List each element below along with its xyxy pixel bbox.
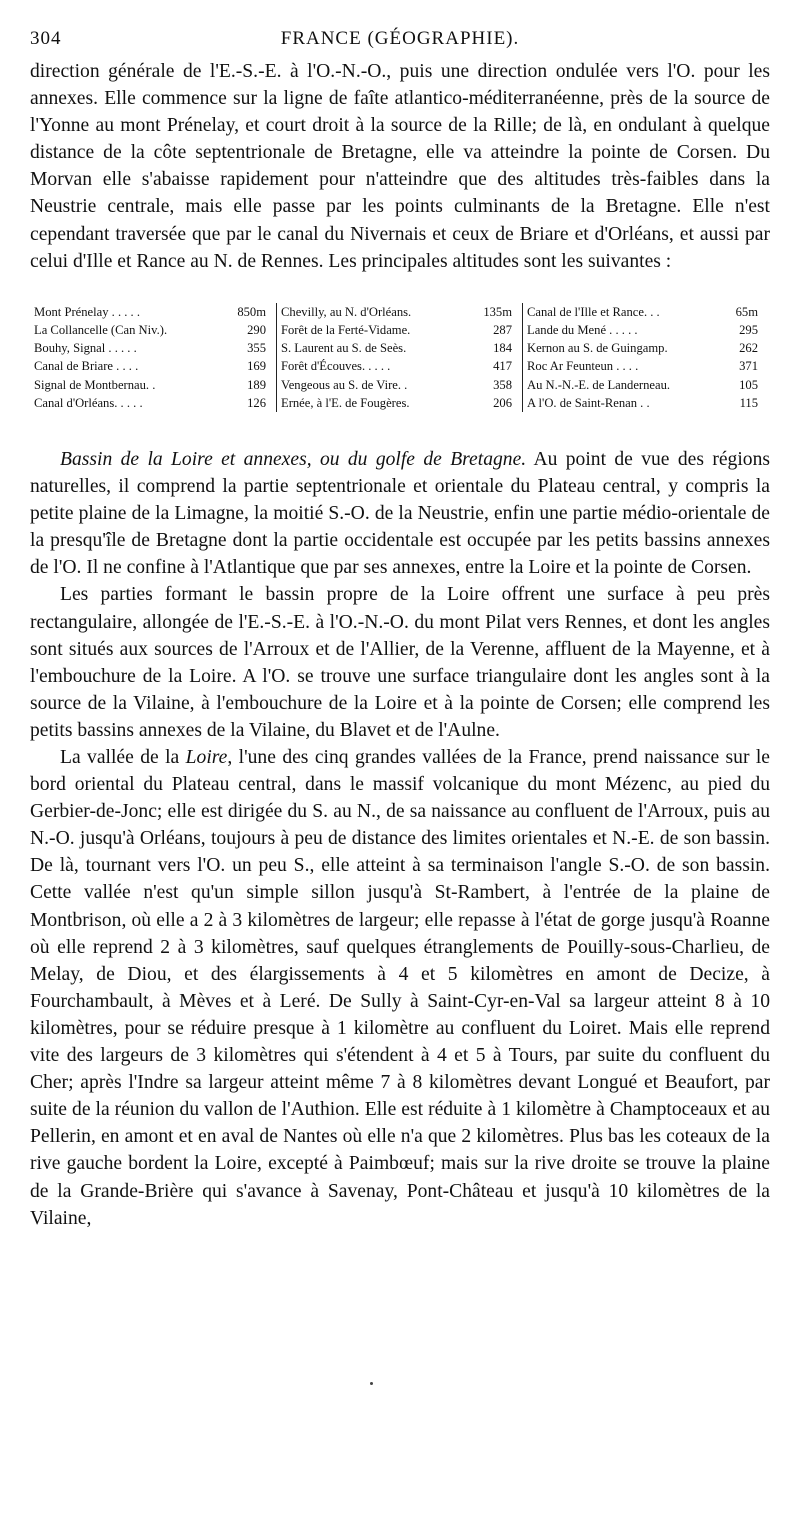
altitude-value: 295 [739, 322, 758, 337]
altitude-value: 105 [739, 377, 758, 392]
section-paragraph-3-text: , l'une des cinq grandes vallées de la France, prend naissance sur le bord oriental du Plateau central, dans le massif volcanique du mont Mézenc, au pied du Gerbier-de-Jonc; elle est dirigée du S. au N., de sa naissance au confluent de l'Arroux, puis au N.-O. jusqu'à Orléans, toujours à peu de distance des limites orientales et N.-E. de son bassin. De là, tournant vers l'O. un peu S., elle atteint à sa terminaison l'angle S.-O. de son bassin. Cette vallée n'est qu'un simple sillon jusqu'à St-Rambert, à l'entrée de la plaine de Montbrison, où elle a 2 à 3 kilomètres de largeur; elle repasse à l'état de gorge jusqu'à Roanne où elle reprend 2 à 3 kilomètres, sauf quelques étranglements de Pouilly-sous-Charlieu, de Melay, de Diou, et des élargissements à 4 et 5 kilomètres en amont de Decize, à Fourchambault, à Mèves et à Leré. De Sully à Saint-Cyr-en-Val sa largeur atteint 8 à 10 kilomètres, pour se réduire presque à 1 kilomètre au confluent du Loiret. Mais elle reprend vite des largeurs de 3 kilomètres qui s'étendent à 4 et 5 à Tours, par suite du confluent du Cher; après l'Indre sa largeur atteint même 7 à 8 kilomètres devant Longué et Beaufort, par suite de la réunion du vallon de l'Authion. Elle est réduite à 1 kilomètre à Champtoceaux et au Pellerin, en amont et en aval de Nantes où elle n'a que 2 kilomètres. Plus bas les coteaux de la rive gauche bordent la Loire, excepté à Paimbœuf; mais sur la rive droite se trouve la plaine de la Grande-Brière qui s'avance à Savenay, Pont-Château et jusqu'à 10 kilomètres de la Vilaine, [30, 747, 771, 1229]
altitude-value: 287 [493, 322, 512, 337]
altitude-place: Canal de l'Ille et Rance. . . [527, 304, 660, 319]
section-heading: Bassin de la Loire et annexes, ou du golfe de Bretagne. [60, 448, 527, 470]
altitude-value: 417 [493, 359, 512, 374]
altitude-value: 126 [247, 395, 266, 410]
page-number: 304 [30, 28, 62, 49]
altitude-place: A l'O. de Saint-Renan . . [527, 395, 650, 410]
altitude-place: Forêt de la Ferté-Vidame. [281, 322, 411, 337]
altitude-value: 371 [739, 359, 758, 374]
altitude-row [527, 303, 764, 321]
altitude-row [34, 394, 272, 412]
altitude-place: Canal d'Orléans. . . . . [34, 395, 143, 410]
altitude-row [34, 339, 272, 357]
altitude-value: 115 [739, 395, 758, 410]
altitude-place: Forêt d'Écouves. . . . . [281, 359, 391, 374]
altitude-place: La Collancelle (Can Niv.). [34, 322, 168, 337]
section-paragraph-3 [30, 744, 770, 1232]
altitude-place: Mont Prénelay . . . . . [34, 304, 140, 319]
altitudes-column-3 [522, 303, 768, 412]
altitude-place: Kernon au S. de Guingamp. [527, 341, 668, 356]
altitude-row [34, 321, 272, 339]
altitude-row [34, 303, 272, 321]
altitude-value: 184 [493, 341, 512, 356]
altitude-value: 135m [483, 304, 512, 319]
altitude-row [281, 321, 518, 339]
altitudes-column-1 [30, 303, 276, 412]
altitude-row [281, 357, 518, 375]
altitude-row [34, 357, 272, 375]
altitude-place: Ernée, à l'E. de Fougères. [281, 395, 410, 410]
altitude-value: 355 [247, 341, 266, 356]
altitude-place: Lande du Mené . . . . . [527, 322, 638, 337]
altitude-value: 65m [735, 304, 758, 319]
altitude-place: Vengeous au S. de Vire. . [281, 377, 408, 392]
altitude-value: 850m [237, 304, 266, 319]
altitude-row [527, 376, 764, 394]
continued-paragraph: direction générale de l'E.-S.-E. à l'O.-N.-O., puis une direction ondulée vers l'O. pour les annexes. Elle commence sur la ligne de faîte atlantico-méditerranéenne, près de la source de l'Yonne au mont Prénelay, et court droit à la source de la Rille; de là, en ondulant à quelque distance de la côte septentrionale de Bretagne, elle va atteindre la pointe de Corsen. Du Morvan elle s'abaisse rapidement pour n'atteindre que des altitudes très-faibles dans la Neustrie centrale, mais elle passe par les points culminants de la Bretagne. Elle n'est cependant traversée que par le canal du Nivernais et ceux de Briare et d'Orléans, et aussi par celui d'Ille et Rance au N. de Rennes. Les principales altitudes sont les suivantes : [30, 61, 770, 272]
altitude-row [281, 376, 518, 394]
altitude-place: S. Laurent au S. de Seès. [281, 341, 407, 356]
altitude-row [281, 339, 518, 357]
altitude-row [527, 357, 764, 375]
altitude-row [34, 376, 272, 394]
altitude-row [527, 394, 764, 412]
altitude-value: 189 [247, 377, 266, 392]
stray-mark [370, 1382, 373, 1385]
river-name-loire: Loire [185, 747, 228, 768]
page [30, 28, 770, 1232]
altitudes-column-2 [276, 303, 522, 412]
section-paragraph-2: Les parties formant le bassin propre de la Loire offrent une surface à peu près rectangulaire, allongée de l'E.-S.-E. à l'O.-N.-O. du mont Pilat vers Rennes, et dont les angles sont situés aux sources de l'Arroux et de l'Allier, de la Verenne, affluent de la Mayenne, et à l'embouchure de la Loire. A l'O. se trouve une surface triangulaire dont les angles sont à la source de la Vilaine, à l'embouchure de la Loire et à la pointe de Corsen; elle comprend les petits bassins annexes de la Vilaine, du Blavet et de l'Aulne. [30, 584, 770, 741]
altitude-row [527, 339, 764, 357]
altitude-value: 206 [493, 395, 512, 410]
altitude-place: Au N.-N.-E. de Landerneau. [527, 377, 671, 392]
altitude-place: Signal de Montbernau. . [34, 377, 156, 392]
altitude-place: Chevilly, au N. d'Orléans. [281, 304, 412, 319]
altitude-place: Roc Ar Feunteun . . . . [527, 359, 639, 374]
altitude-place: Bouhy, Signal . . . . . [34, 341, 137, 356]
section-paragraph-1-text: Au point de vue des régions naturelles, il comprend la partie septentrionale et orientale du Plateau central, y compris la petite plaine de la Limagne, la moitié S.-O. de la Neustrie, enfin une partie médio-orientale de la presqu'île de Bretagne dont la partie occidentale est occupée par les petits bassins annexes de l'O. Il ne confine à l'Atlantique que par ses annexes, entre la Loire et la pointe de Corsen. [30, 448, 770, 579]
altitude-value: 169 [247, 359, 266, 374]
section-paragraph-1 [30, 446, 770, 581]
altitude-row [281, 394, 518, 412]
running-title: FRANCE (GÉOGRAPHIE). [280, 28, 520, 49]
section-paragraph-3-start: La vallée de la [60, 747, 186, 768]
altitude-value: 358 [493, 377, 512, 392]
running-head [30, 28, 770, 58]
altitudes-table [30, 303, 770, 412]
altitude-value: 290 [247, 322, 266, 337]
altitude-place: Canal de Briare . . . . [34, 359, 139, 374]
altitude-row [527, 321, 764, 339]
altitude-row [281, 303, 518, 321]
altitude-value: 262 [739, 341, 758, 356]
